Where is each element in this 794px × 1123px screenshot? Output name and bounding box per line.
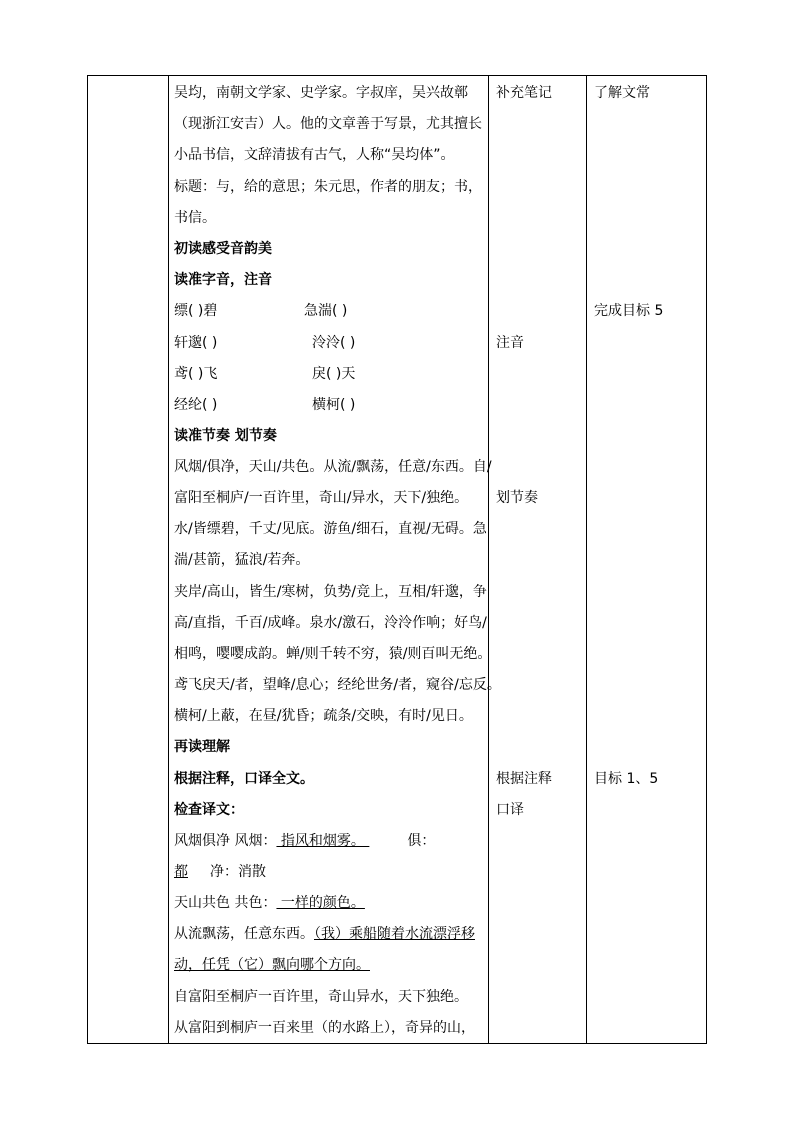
translation-line: 从富阳到桐庐一百来里（的水路上），奇异的山， — [174, 1020, 475, 1036]
translation-term: 净：消散 — [210, 864, 266, 880]
rhythm-line: 富阳至桐庐/一百许里，奇山/异水，天下/独绝。 — [174, 490, 469, 506]
pinyin-item: 缥( )碧 — [174, 303, 218, 319]
section-heading: 读准字音，注音 — [174, 272, 272, 288]
pinyin-item: 经纶( ) — [174, 397, 218, 413]
translation-line — [174, 831, 435, 851]
translation-line — [174, 862, 266, 882]
translation-answer: 都 — [174, 864, 188, 880]
rhythm-line: 横柯/上蔽，在昼/犹昏；疏条/交映，有时/见日。 — [174, 708, 473, 724]
translation-answer: 指风和烟雾。 — [276, 833, 370, 849]
activity-label: 注音 — [496, 335, 524, 351]
goal-label: 目标 1、5 — [594, 771, 659, 787]
translation-source: 从流飘荡，任意东西。 — [174, 926, 314, 942]
pinyin-item: 泠泠( ) — [312, 335, 356, 351]
title-note-line: 书信。 — [174, 210, 216, 226]
rhythm-line: 夹岸/高山，皆生/寒树，负势/竞上，互相/轩邈，争 — [174, 584, 487, 600]
activity-label: 补充笔记 — [496, 85, 552, 101]
activity-label: 口译 — [496, 802, 524, 818]
lesson-plan-table — [87, 75, 707, 1044]
empty-first-column — [88, 76, 168, 1043]
pinyin-item: 轩邈( ) — [174, 335, 218, 351]
section-heading: 根据注释，口译全文。 — [174, 771, 314, 787]
rhythm-line: 湍/甚箭，猛浪/若奔。 — [174, 552, 310, 568]
translation-line — [174, 893, 365, 913]
pinyin-item: 戾( )天 — [312, 366, 356, 382]
section-heading: 初读感受音韵美 — [174, 241, 272, 257]
rhythm-line: 高/直指，千百/成峰。泉水/激石，泠泠作响；好鸟/ — [174, 615, 487, 631]
goal-column — [586, 76, 706, 1043]
rhythm-line: 水/皆缥碧，千丈/见底。游鱼/细石，直视/无碍。急 — [174, 521, 487, 537]
rhythm-line: 相鸣，嘤嘤成韵。蝉/则千转不穷，猿/则百叫无绝。 — [174, 646, 492, 662]
pinyin-item: 急湍( ) — [304, 303, 348, 319]
translation-line — [174, 924, 475, 944]
section-heading: 再读理解 — [174, 739, 230, 755]
activity-column — [488, 76, 586, 1043]
translation-answer: 动，任凭（它）飘向哪个方向。 — [174, 957, 370, 973]
author-intro-line: （现浙江安吉）人。他的文章善于写景，尤其擅长 — [174, 116, 482, 132]
author-intro-line: 小品书信，文辞清拔有古气，人称“吴均体”。 — [174, 147, 455, 163]
pinyin-item: 横柯( ) — [312, 397, 356, 413]
section-heading: 读准节奏 划节奏 — [174, 428, 277, 444]
translation-answer: 一样的颜色。 — [276, 895, 365, 911]
translation-term: 俱： — [407, 833, 436, 849]
goal-label: 了解文常 — [594, 85, 650, 101]
translation-term: 天山共色 共色： — [174, 895, 277, 911]
activity-label: 划节奏 — [496, 490, 538, 506]
main-content-column — [168, 76, 501, 1043]
translation-term: 风烟俱净 风烟： — [174, 833, 277, 849]
pinyin-item: 鸢( )飞 — [174, 366, 218, 382]
rhythm-line: 鸢飞戾天/者，望峰/息心；经纶世务/者，窥谷/忘反。 — [174, 677, 501, 693]
title-note-line: 标题：与，给的意思；朱元思，作者的朋友；书， — [174, 179, 482, 195]
translation-answer: （我）乘船随着水流漂浮移 — [314, 926, 475, 942]
translation-line: 自富阳至桐庐一百许里，奇山异水，天下独绝。 — [174, 989, 468, 1005]
activity-label: 根据注释 — [496, 771, 552, 787]
rhythm-line: 风烟/俱净，天山/共色。从流/飘荡，任意/东西。自/ — [174, 459, 492, 475]
section-heading: 检查译文： — [174, 802, 244, 818]
author-intro-line: 吴均，南朝文学家、史学家。字叔庠，吴兴故鄣 — [174, 85, 468, 101]
goal-label: 完成目标 5 — [594, 303, 664, 319]
